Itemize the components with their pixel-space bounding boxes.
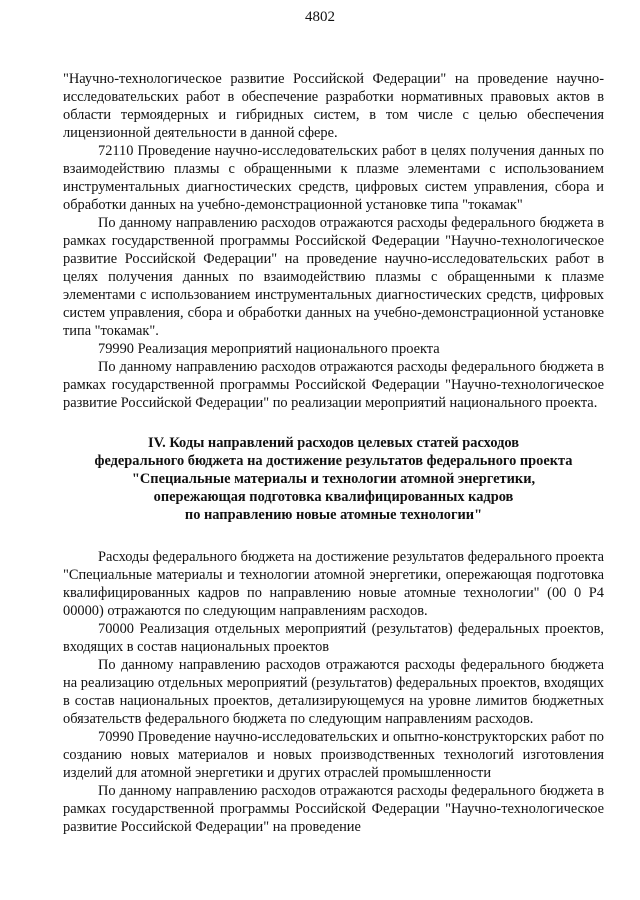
paragraph: По данному направлению расходов отражаются расходы федерального бюджета на реализацию отдельных мероприятий (результатов) федеральных проектов, входящих в состав национальных проектов, детализирующемуся на уровне лимитов бюджетных обязательств федерального бюджета по следующим направлениям расходов. (63, 657, 604, 727)
paragraph: 70990 Проведение научно-исследовательских и опытно-конструкторских работ по созданию новых материалов и новых производственных технологий изготовления изделий для атомной энергетики и других отраслей промышленности (63, 729, 604, 781)
section-heading-line: IV. Коды направлений расходов целевых статей расходов (147, 435, 519, 451)
paragraph: Расходы федерального бюджета на достижение результатов федерального проекта "Специальные материалы и технологии атомной энергетики, опережающая подготовка квалифицированных кадров по направлению новые атомные технологии" (00 0 Р4 00000) отражаются по следующим направлениям расходов. (63, 549, 604, 619)
paragraph: "Научно-технологическое развитие Российской Федерации" на проведение научно-исследовательских работ в обеспечение разработки нормативных правовых актов в области термоядерных и гибридных систем, в том числе с целью обеспечения лицензионной деятельности в данной сфере. (63, 71, 604, 141)
section-heading-line: опережающая подготовка квалифицированных кадров (153, 489, 514, 505)
paragraph: 72110 Проведение научно-исследовательских работ в целях получения данных по взаимодействию плазмы с обращенными к плазме элементами с использованием инструментальных диагностических средств, цифровых систем управления, сбора и обработки данных на учебно-демонстрационной установке типа "токамак" (63, 143, 604, 213)
paragraph: По данному направлению расходов отражаются расходы федерального бюджета в рамках государственной программы Российской Федерации "Научно-технологическое развитие Российской Федерации" на проведение (63, 783, 604, 835)
section-heading-line: федерального бюджета на достижение результатов федерального проекта (94, 453, 573, 469)
document-body (63, 70, 604, 836)
paragraph: 70000 Реализация отдельных мероприятий (результатов) федеральных проектов, входящих в состав национальных проектов (63, 621, 604, 655)
paragraph: 79990 Реализация мероприятий национального проекта (98, 341, 440, 357)
page-number: 4802 (305, 9, 335, 25)
top-paragraphs (63, 70, 604, 412)
bottom-paragraphs (63, 548, 604, 836)
section-heading (63, 434, 604, 524)
paragraph: По данному направлению расходов отражаются расходы федерального бюджета в рамках государственной программы Российской Федерации "Научно-технологическое развитие Российской Федерации" на проведение научно-исследовательских работ в целях получения данных по взаимодействию плазмы с обращенными к плазме элементами с использованием инструментальных диагностических средств, цифровых систем управления, сбора и обработки данных на учебно-демонстрационной установке типа "токамак". (63, 215, 604, 339)
section-heading-line: "Специальные материалы и технологии атомной энергетики, (131, 471, 536, 487)
section-heading-line: по направлению новые атомные технологии" (184, 507, 483, 523)
paragraph: По данному направлению расходов отражаются расходы федерального бюджета в рамках государственной программы Российской Федерации "Научно-технологическое развитие Российской Федерации" по реализации мероприятий национального проекта. (63, 359, 604, 411)
